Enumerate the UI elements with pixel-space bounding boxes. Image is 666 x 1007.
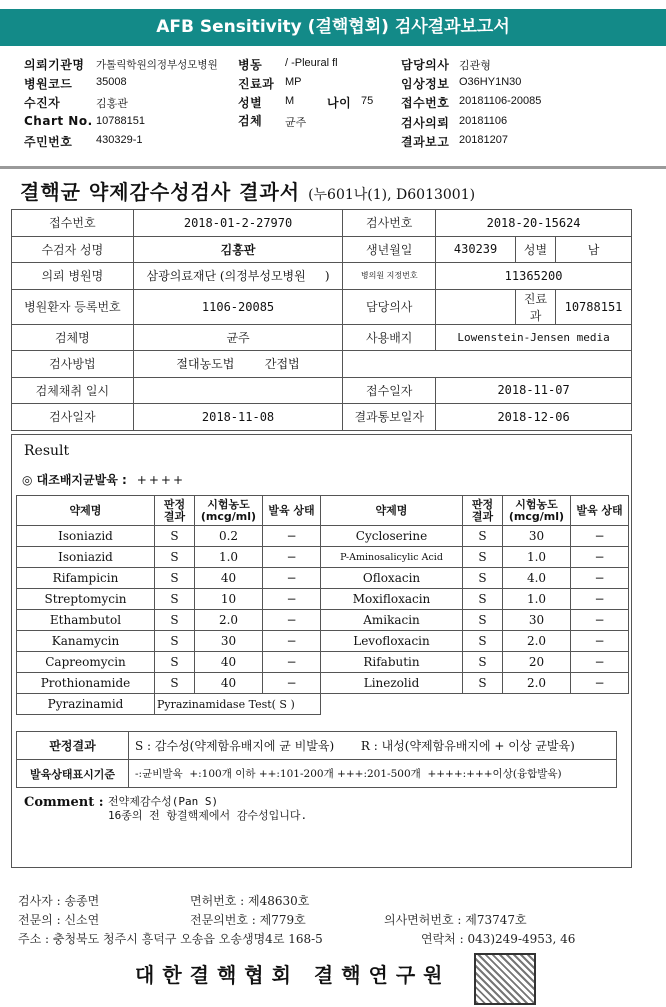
comment-label: Comment : <box>24 795 104 810</box>
cell-label: 성별 <box>516 236 556 263</box>
value-report: 20181207 <box>459 134 508 146</box>
value-age: 75 <box>361 95 374 107</box>
value-specimen: 균주 <box>285 117 307 129</box>
drug-name: Prothionamide <box>17 673 155 694</box>
table-row <box>17 652 629 673</box>
judge-value: S <box>155 631 195 652</box>
table-row <box>12 377 632 404</box>
organization-name: 대한결핵협회 결핵연구원 <box>135 963 451 987</box>
drug-name: P-Aminosalicylic Acid <box>321 547 463 568</box>
value-sex: M <box>285 95 295 107</box>
legend-judge <box>129 732 617 760</box>
header-drug: 약제명 <box>17 496 155 526</box>
judge-value: S <box>463 547 503 568</box>
comment-line-1: 전약제감수성(Pan S) <box>108 795 219 808</box>
table-row <box>12 210 632 237</box>
legend-growth: -:균비발육 +:100개 이하 ++:101-200개 +++:201-500개 ++++:+++이상(융합발육) <box>129 760 617 788</box>
footer-doctor-no: 의사면허번호 : 제73747호 <box>384 913 527 927</box>
report-header <box>0 9 666 46</box>
cell-patient: 김홍판 <box>133 236 343 263</box>
cell-medium: Lowenstein-Jensen media <box>436 324 632 351</box>
drug-name: Amikacin <box>321 610 463 631</box>
growth-value: − <box>571 631 629 652</box>
footer-examiner: 검사자 : 송종면 <box>18 894 100 908</box>
table-row <box>17 610 629 631</box>
growth-value: − <box>263 652 321 673</box>
growth-value: − <box>571 547 629 568</box>
method-2: 간접법 <box>264 357 300 372</box>
table-row <box>17 568 629 589</box>
footer-license: 면허번호 : 제48630호 <box>190 894 310 908</box>
growth-value: − <box>571 589 629 610</box>
header-conc: 시험농도 (mcg/ml) <box>503 496 571 526</box>
footer-spec-no: 전문의번호 : 제779호 <box>190 913 306 927</box>
header-title: AFB Sensitivity (결핵협회) 검사결과보고서 <box>156 17 510 37</box>
header-growth: 발육 상태 <box>571 496 629 526</box>
label-request: 검사의뢰 <box>401 116 450 130</box>
drug-name: Isoniazid <box>17 547 155 568</box>
report-title <box>20 176 475 205</box>
table-row <box>17 631 629 652</box>
table-row <box>12 263 632 290</box>
cell-label: 접수번호 <box>12 210 134 237</box>
growth-value: − <box>263 610 321 631</box>
cell-label: 담당의사 <box>343 289 436 324</box>
drug-name: Kanamycin <box>17 631 155 652</box>
comment-text <box>108 795 307 823</box>
table-row <box>12 289 632 324</box>
drug-name: Ethambutol <box>17 610 155 631</box>
cell-test-date: 2018-11-08 <box>133 404 343 431</box>
result-section <box>11 434 632 868</box>
judge-value: S <box>463 610 503 631</box>
cell-label: 검체채취 일시 <box>12 377 134 404</box>
growth-value: − <box>571 652 629 673</box>
table-row <box>12 324 632 351</box>
conc-value: 2.0 <box>195 610 263 631</box>
growth-value: − <box>263 568 321 589</box>
growth-value: − <box>263 673 321 694</box>
value-institution: 가톨릭학원의정부성모병원 <box>96 59 218 71</box>
cell-label: 의뢰 병원명 <box>12 263 134 290</box>
patient-info-table <box>11 209 632 431</box>
method-1: 절대농도법 <box>176 357 235 372</box>
conc-value: 40 <box>195 673 263 694</box>
drug-name: Isoniazid <box>17 526 155 547</box>
header-judge: 판정 결과 <box>463 496 503 526</box>
conc-value: 10 <box>195 589 263 610</box>
table-row <box>17 732 617 760</box>
conc-value: 1.0 <box>503 547 571 568</box>
header-judge: 판정 결과 <box>155 496 195 526</box>
pza-name: Pyrazinamid <box>17 694 155 715</box>
conc-value: 30 <box>195 631 263 652</box>
comment-line-2: 16종의 전 항결핵제에서 감수성입니다. <box>108 809 308 822</box>
label-specimen: 검체 <box>238 114 263 128</box>
drug-name: Moxifloxacin <box>321 589 463 610</box>
judge-value: S <box>155 547 195 568</box>
conc-value: 1.0 <box>195 547 263 568</box>
cell-doctor <box>436 289 516 324</box>
cell-label: 사용배지 <box>343 324 436 351</box>
label-hosp-code: 병원코드 <box>24 77 73 91</box>
cell-method <box>133 351 343 378</box>
value-receipt: 20181106-20085 <box>459 95 542 107</box>
cell-label: 진료과 <box>516 289 556 324</box>
legend-judge-label: 판정결과 <box>17 732 129 760</box>
drug-name: Ofloxacin <box>321 568 463 589</box>
judge-value: S <box>463 673 503 694</box>
value-ward: / -Pleural fl <box>285 57 338 69</box>
judge-value: S <box>463 589 503 610</box>
result-title: Result <box>24 443 70 459</box>
judge-value: S <box>155 568 195 589</box>
value-dept: MP <box>285 76 302 88</box>
conc-value: 20 <box>503 652 571 673</box>
conc-value: 0.2 <box>195 526 263 547</box>
cell-dob: 430239 <box>436 236 516 263</box>
drug-name: Cycloserine <box>321 526 463 547</box>
control-label: ◎ 대조배지균발육 : <box>22 473 127 487</box>
table-row <box>17 526 629 547</box>
growth-value: − <box>263 589 321 610</box>
label-report: 결과보고 <box>401 135 450 149</box>
conc-value: 30 <box>503 526 571 547</box>
conc-value: 30 <box>503 610 571 631</box>
cell-label: 병원환자 등록번호 <box>12 289 134 324</box>
judge-value: S <box>155 589 195 610</box>
cell-label: 결과통보일자 <box>343 404 436 431</box>
label-chart: Chart No. <box>24 114 93 128</box>
label-receipt: 접수번호 <box>401 96 450 110</box>
header-conc: 시험농도 (mcg/ml) <box>195 496 263 526</box>
cell-empty <box>343 351 632 378</box>
table-header-row <box>17 496 629 526</box>
table-row <box>17 694 629 715</box>
growth-value: − <box>571 673 629 694</box>
value-chart: 10788151 <box>96 115 145 127</box>
drug-name: Linezolid <box>321 673 463 694</box>
judge-value: S <box>155 610 195 631</box>
cell-recv-date: 2018-11-07 <box>436 377 632 404</box>
table-row <box>12 404 632 431</box>
drug-name: Rifabutin <box>321 652 463 673</box>
drug-name: Streptomycin <box>17 589 155 610</box>
conc-value: 40 <box>195 568 263 589</box>
report-title-text: 결핵균 약제감수성검사 결과서 <box>20 180 301 204</box>
label-resident-no: 주민번호 <box>24 135 73 149</box>
label-institution: 의뢰기관명 <box>24 58 85 72</box>
label-sex: 성별 <box>238 96 263 110</box>
cell-label: 병의원 지정번호 <box>343 263 436 290</box>
drug-name: Capreomycin <box>17 652 155 673</box>
label-ward: 병동 <box>238 58 263 72</box>
cell-label: 검체명 <box>12 324 134 351</box>
cell-sex: 남 <box>555 236 631 263</box>
header-drug: 약제명 <box>321 496 463 526</box>
header-growth: 발육 상태 <box>263 496 321 526</box>
cell-label: 생년월일 <box>343 236 436 263</box>
cell-receipt-no: 2018-01-2-27970 <box>133 210 343 237</box>
hospital-close: ) <box>324 269 330 284</box>
footer-address: 주소 : 충청북도 청주시 흥덕구 오송읍 오송생명4로 168-5 <box>18 932 323 946</box>
growth-value: − <box>263 631 321 652</box>
cell-label: 접수일자 <box>343 377 436 404</box>
susceptibility-table <box>16 495 629 715</box>
footer-phone: 연락처 : 043)249-4953, 46 <box>421 932 576 946</box>
conc-value: 2.0 <box>503 631 571 652</box>
footer-specialist: 전문의 : 신소연 <box>18 913 100 927</box>
cell-label: 수검자 성명 <box>12 236 134 263</box>
pza-value: Pyrazinamidase Test( S ) <box>155 694 321 715</box>
conc-value: 40 <box>195 652 263 673</box>
judge-value: S <box>155 652 195 673</box>
judge-value: S <box>463 652 503 673</box>
legend-s: S : 감수성(약제함유배지에 균 비발육) <box>135 739 335 753</box>
value-request: 20181106 <box>459 115 508 127</box>
cell-reg: 1106-20085 <box>133 289 343 324</box>
report-code: (누601나(1), D6013001) <box>308 187 476 203</box>
table-row <box>12 236 632 263</box>
judge-value: S <box>463 631 503 652</box>
cell-exam-no: 2018-20-15624 <box>436 210 632 237</box>
label-patient: 수진자 <box>24 96 61 110</box>
judge-value: S <box>155 526 195 547</box>
growth-value: − <box>571 568 629 589</box>
table-row <box>12 351 632 378</box>
cell-specimen: 균주 <box>133 324 343 351</box>
drug-name: Rifampicin <box>17 568 155 589</box>
control-growth <box>22 471 185 488</box>
value-patient: 김홍관 <box>96 98 128 110</box>
cell-hospital <box>133 263 343 290</box>
control-value: ++++ <box>136 473 185 487</box>
conc-value: 4.0 <box>503 568 571 589</box>
value-doctor: 김관형 <box>459 60 491 72</box>
drug-name: Levofloxacin <box>321 631 463 652</box>
info-panel <box>0 50 666 169</box>
value-clinical: O36HY1N30 <box>459 76 522 88</box>
table-row <box>17 760 617 788</box>
conc-value: 1.0 <box>503 589 571 610</box>
growth-value: − <box>571 610 629 631</box>
legend-r: R : 내성(약제함유배지에 + 이상 균발육) <box>360 739 575 753</box>
legend-table <box>16 731 617 788</box>
growth-value: − <box>263 547 321 568</box>
legend-growth-label: 발육상태표시기준 <box>17 760 129 788</box>
table-row <box>17 547 629 568</box>
label-doctor: 담당의사 <box>401 58 450 72</box>
value-hosp-code: 35008 <box>96 76 127 88</box>
label-clinical: 임상정보 <box>401 77 450 91</box>
cell-empty <box>321 694 629 715</box>
cell-label: 검사방법 <box>12 351 134 378</box>
judge-value: S <box>463 568 503 589</box>
cell-dept: 10788151 <box>555 289 631 324</box>
cell-hosp-code: 11365200 <box>436 263 632 290</box>
judge-value: S <box>155 673 195 694</box>
official-stamp <box>474 953 536 1005</box>
cell-collect <box>133 377 343 404</box>
label-age: 나이 <box>327 96 352 110</box>
value-resident-no: 430329-1 <box>96 134 143 146</box>
cell-notify: 2018-12-06 <box>436 404 632 431</box>
growth-value: − <box>263 526 321 547</box>
judge-value: S <box>463 526 503 547</box>
growth-value: − <box>571 526 629 547</box>
label-dept: 진료과 <box>238 77 275 91</box>
hospital-name: 삼광의료재단 (의정부성모병원 <box>146 269 306 284</box>
cell-label: 검사번호 <box>343 210 436 237</box>
table-row <box>17 673 629 694</box>
cell-label: 검사일자 <box>12 404 134 431</box>
conc-value: 2.0 <box>503 673 571 694</box>
table-row <box>17 589 629 610</box>
